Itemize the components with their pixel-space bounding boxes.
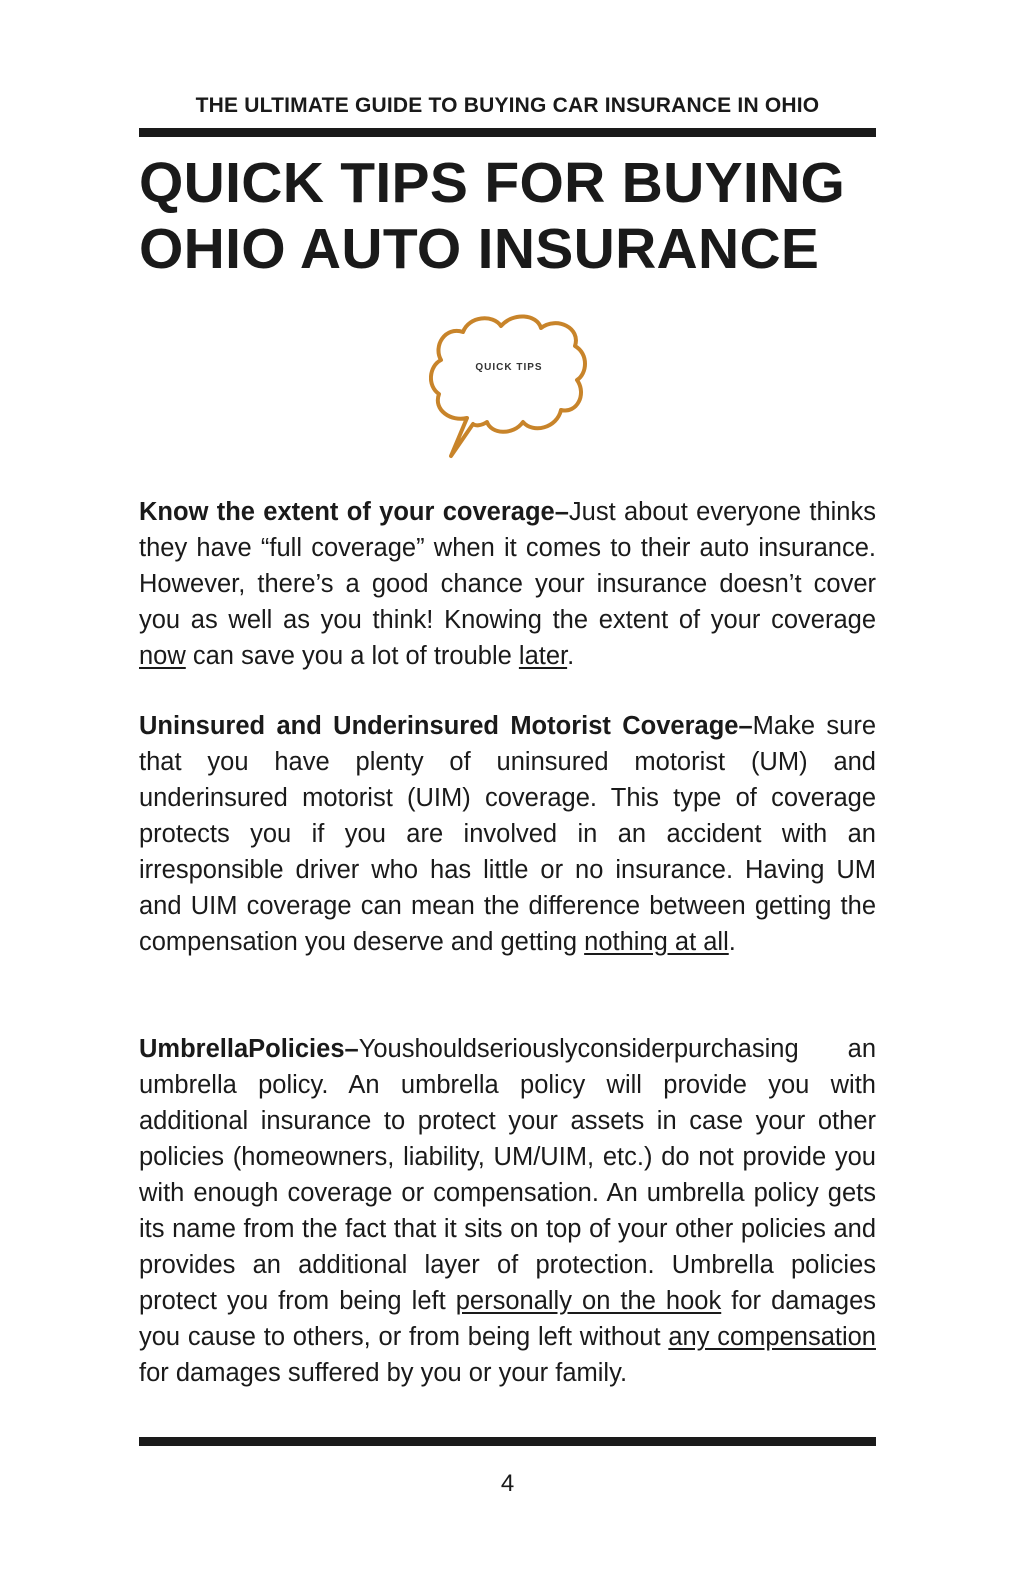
tip-coverage-extent — [139, 494, 876, 674]
emphasis-text: now — [139, 642, 186, 670]
tip-heading: UmbrellaPolicies– — [139, 1035, 359, 1063]
page-title-line-2: OHIO AUTO INSURANCE — [139, 217, 820, 281]
tip-text: Just about everyone thinks they have “full coverage” when it comes to their auto insurance. However, there’s a good chance your insurance doesn’t cover you as well as you think! Knowing the extent of your coverage — [139, 498, 876, 634]
running-header: THE ULTIMATE GUIDE TO BUYING CAR INSURANCE IN OHIO — [195, 94, 820, 117]
tip-text: for damages suffered by you or your family. — [139, 1359, 628, 1387]
footer-rule — [139, 1437, 876, 1446]
header-rule — [139, 128, 876, 137]
page-number: 4 — [500, 1470, 515, 1497]
tip-heading: Uninsured and Underinsured Motorist Coverage– — [139, 712, 753, 740]
emphasis-text: later — [518, 642, 568, 670]
tip-text: Make sure that you have plenty of uninsured motorist (UM) and underinsured motorist (UIM) coverage. This type of coverage protects you if you are involved in an accident with an irresponsible driver who has little or no insurance. Having UM and UIM coverage can mean the difference between getting the compensation you deserve and getting — [139, 712, 877, 956]
emphasis-text: nothing at all — [584, 928, 729, 956]
tip-umbrella-policies — [139, 1031, 876, 1391]
tip-um-uim-coverage — [139, 708, 876, 960]
tip-heading: Know the extent of your coverage– — [139, 498, 569, 526]
tip-text: . — [728, 928, 736, 956]
emphasis-text: any compensation — [668, 1323, 876, 1351]
speech-bubble-icon — [429, 310, 589, 460]
tip-text: can save you a lot of trouble — [185, 642, 519, 670]
page-title-line-1: QUICK TIPS FOR BUYING — [139, 151, 846, 215]
tip-text: . — [567, 642, 575, 670]
page-title — [139, 150, 876, 282]
tip-text: for damages you cause to others, or from being left without — [139, 1287, 876, 1351]
bubble-label: QUICK TIPS — [475, 362, 543, 373]
tip-text: Youshouldseriouslyconsiderpurchasing an umbrella policy. An umbrella policy will provide you with additional insurance to protect your assets in case your other policies (homeowners, liability, UM/UIM, etc.) do not provide you with enough coverage or compensation. An umbrella policy gets its name from the fact that it sits on top of your other policies and provides an additional layer of protection. Umbrella policies protect you from being left — [139, 1035, 876, 1315]
emphasis-text: personally on the hook — [455, 1287, 722, 1315]
